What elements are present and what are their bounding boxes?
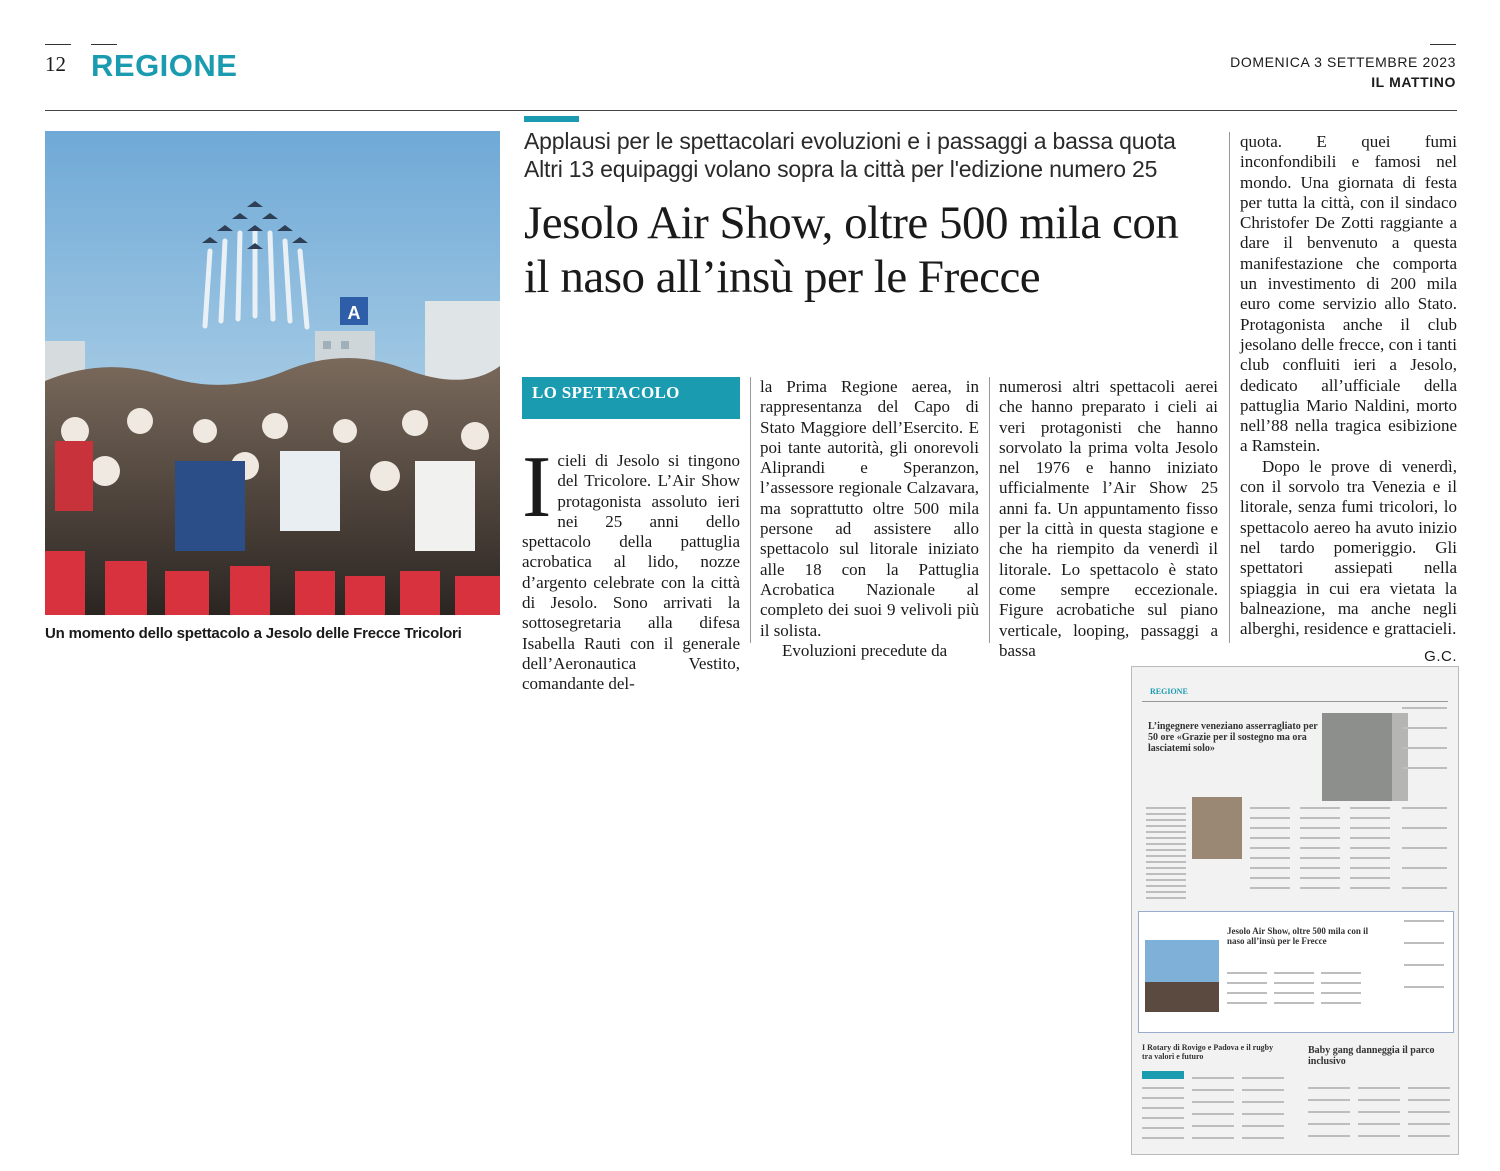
column-3-text: numerosi altri spettacoli aerei che hanno preparato i cieli ai veri protagonisti che hanno sorvolato la prima volta Jesolo nel 1976 e hanno iniziato ufficialmente l’Air Show 25 anni fa. Un appuntamento fisso per la città in questa stagione e che ha riempito da venerdì il litorale. Lo spettacolo è stato come sempre eccezionale. Figure acrobatiche sul piano verticale, looping, passaggi a bassa [999, 377, 1218, 660]
column-2-text-b: Evoluzioni precedute da [782, 640, 948, 660]
column-rule-3 [1229, 132, 1230, 643]
article-column-1 [522, 377, 740, 695]
article-column-3 [999, 377, 1218, 661]
article-column-2 [760, 377, 979, 661]
thumb-headline-bottom-right: Baby gang danneggia il parco inclusivo [1308, 1045, 1435, 1067]
thumb-section: REGIONE [1150, 687, 1188, 696]
kicker-accent-bar [524, 116, 579, 122]
article-headline: Jesolo Air Show, oltre 500 mila con il naso all’insù per le Frecce [524, 197, 1179, 303]
column-2-text: la Prima Regione aerea, in rappresentanza del Capo di Stato Maggiore dell’Esercito. E poi tante autorità, gli onorevoli Aliprandi e Speranzon, l’assessore regionale Calzavara, ma soprattutto oltre 500 mila persone ad assistere allo spettacolo sul litorale iniziato alle 18 con la Pattuglia Acrobatica Nazionale al completo dei suoi 9 velivoli più il solista. [760, 377, 979, 640]
column-rule-2 [989, 377, 990, 643]
drop-cap: I [522, 439, 552, 536]
photo-caption: Un momento dello spettacolo a Jesolo delle Frecce Tricolori [45, 625, 462, 642]
newspaper-name: IL MATTINO [1371, 74, 1456, 90]
author-signature: G.C. [1424, 648, 1457, 666]
column-4-text: quota. E quei fumi inconfondibili e famosi nel mondo. Una giornata di festa per tutta la città, con il sindaco Christofer De Zotti raggiante a dare il benvenuto a questa manifestazione che comporta un investimento di 200 mila euro come servizio allo Stato. Protagonista anche il club jesolano delle frecce, con i tanti club confluiti ieri a Jesolo, dedicato all’ufficiale della pattuglia Mario Naldini, morto nell’88 nella tragica esibizione a Ramstein. [1240, 132, 1457, 456]
issue-date: DOMENICA 3 SETTEMBRE 2023 [1230, 54, 1456, 70]
header-divider [45, 110, 1457, 111]
column-4-text-b: Dopo le prove di venerdì, con il sorvolo tra Venezia e il litorale, senza fumi tricolori, lo spettacolo aereo ha avuto inizio nel tardo pomeriggio. Gli spettatori assiepati nella spiaggia in cui era vietata la balneazione, ma anche negli alberghi, residence e grattacieli. [1240, 456, 1457, 639]
column-rule-1 [750, 377, 751, 643]
thumb-headline-top: L’ingegnere veneziano asserragliato per 50 ore «Grazie per il sostegno ma ora lasciatemi solo» [1148, 721, 1318, 754]
article-column-4 [1240, 132, 1457, 668]
thumb-headline-mid: Jesolo Air Show, oltre 500 mila con il naso all’insù per le Frecce [1227, 926, 1369, 946]
section-label: LO SPETTACOLO [522, 377, 740, 419]
kicker-line-1: Applausi per le spettacolari evoluzioni e i passaggi a bassa quota [524, 128, 1176, 154]
header-rule-date [1430, 44, 1456, 45]
sign-letter: A [347, 303, 361, 323]
air-show-photo [45, 131, 500, 615]
photo-illustration [45, 131, 500, 615]
page-thumbnail [1131, 666, 1459, 1155]
thumb-portrait [1192, 797, 1242, 859]
header-rule-page [45, 44, 71, 45]
page-number: 12 [45, 52, 66, 76]
header-rule-section [91, 44, 117, 45]
thumb-current-article [1138, 911, 1454, 1033]
section-title: REGIONE [91, 48, 238, 83]
kicker-line-2: Altri 13 equipaggi volano sopra la città per l'edizione numero 25 [524, 156, 1158, 182]
thumb-headline-bottom-left: I Rotary di Rovigo e Padova e il rugby tra valori e futuro [1142, 1043, 1274, 1061]
thumb-photo-police [1322, 713, 1392, 801]
column-1-text: cieli di Jesolo si tingono del Tricolore. L’Air Show protagonista assoluto ieri nei 25 anni dello spettacolo della pattuglia acrobatica al lido, nozze d’argento celebrate con la città di Jesolo. Sono arrivati la sottosegretaria alla difesa Isabella Rauti con il generale dell’Aeronautica Vestito, comandante del- [522, 451, 740, 694]
